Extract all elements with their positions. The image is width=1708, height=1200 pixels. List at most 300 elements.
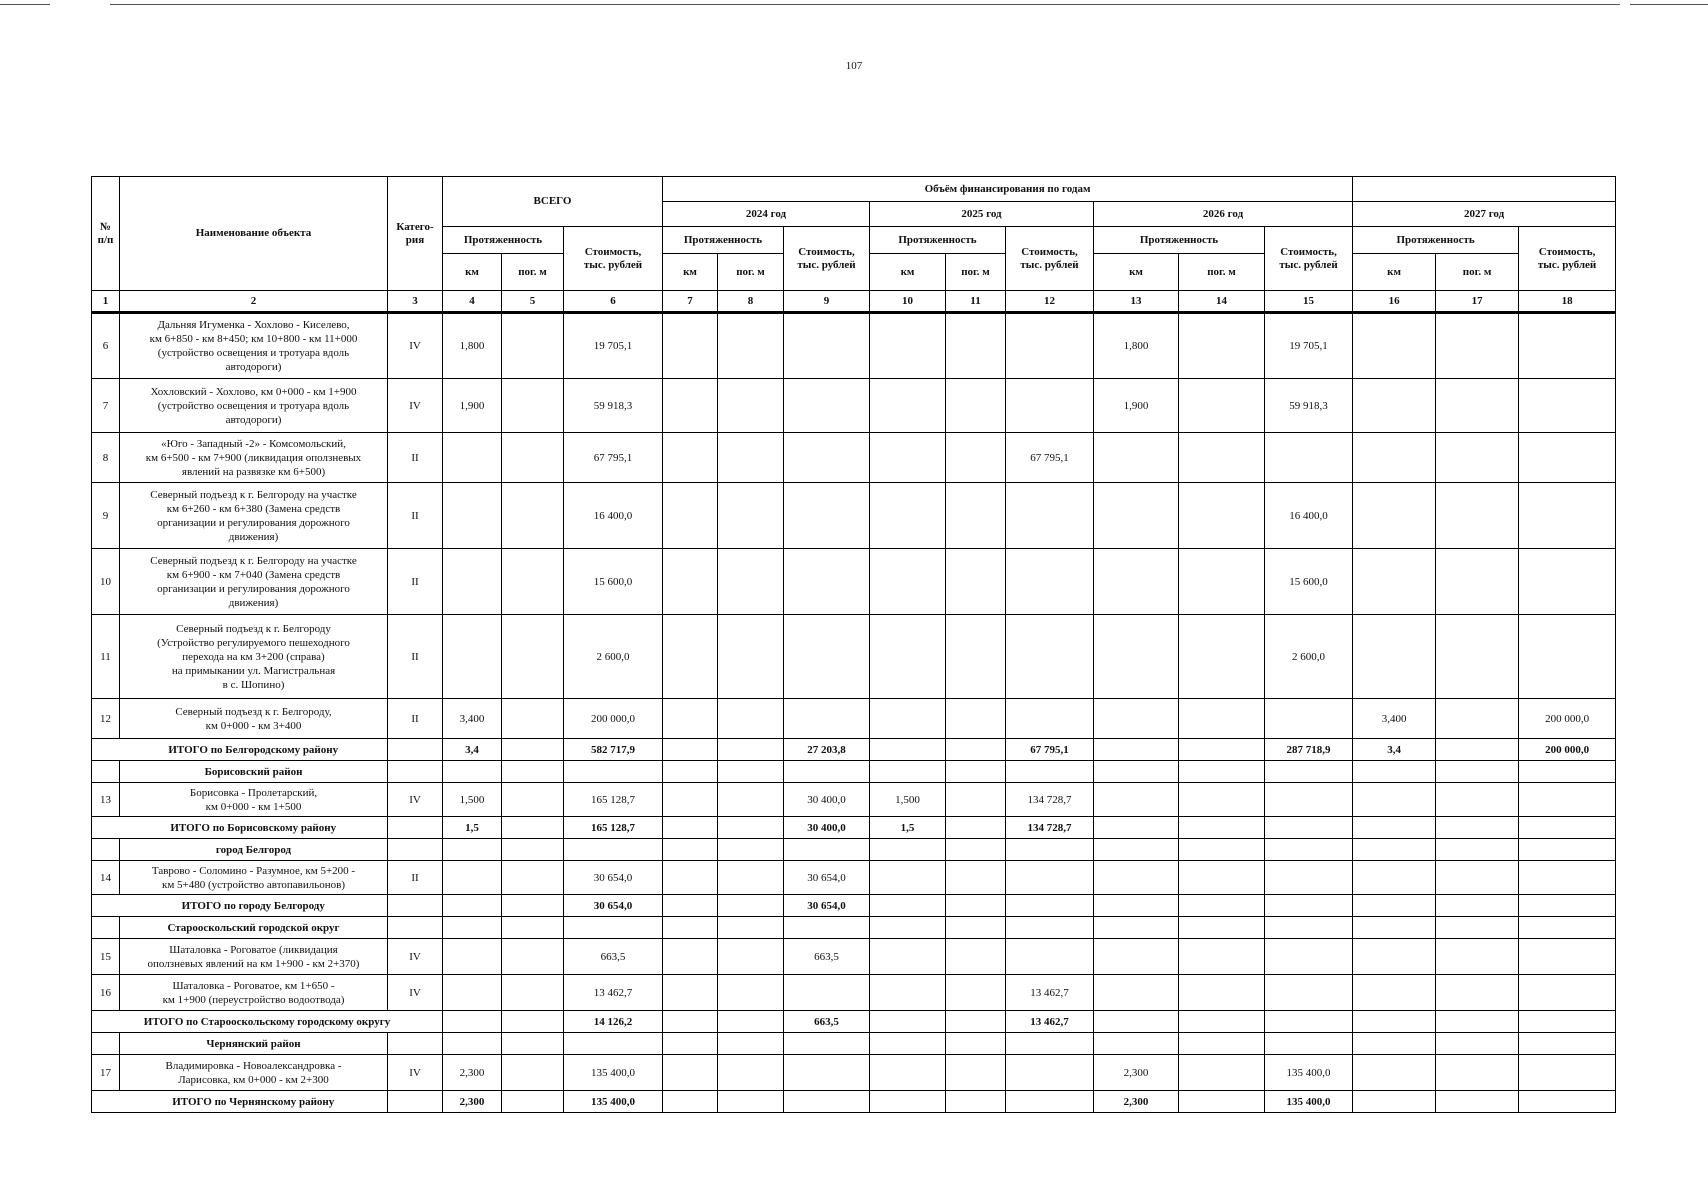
value-cell bbox=[1519, 379, 1616, 433]
empty-cell bbox=[870, 1033, 946, 1055]
total-value bbox=[1094, 895, 1179, 917]
total-value: 30 400,0 bbox=[784, 817, 870, 839]
total-value bbox=[946, 817, 1006, 839]
header-cost-total: Стоимость, тыс. рублей bbox=[564, 227, 663, 291]
value-cell bbox=[443, 483, 502, 549]
header-cost-2025: Стоимость, тыс. рублей bbox=[1006, 227, 1094, 291]
value-cell bbox=[1519, 783, 1616, 817]
empty-cell bbox=[564, 839, 663, 861]
header-km-2025: км bbox=[870, 254, 946, 291]
value-cell bbox=[663, 549, 718, 615]
column-number-11: 11 bbox=[946, 291, 1006, 313]
value-cell bbox=[1094, 433, 1179, 483]
value-cell bbox=[946, 1055, 1006, 1091]
value-cell bbox=[784, 549, 870, 615]
total-value bbox=[1436, 817, 1519, 839]
empty-cell bbox=[388, 917, 443, 939]
total-value: 3,4 bbox=[1353, 739, 1436, 761]
total-value: 135 400,0 bbox=[564, 1091, 663, 1113]
header-length-2027: Протяженность bbox=[1353, 227, 1519, 254]
header-category bbox=[388, 177, 443, 291]
value-cell bbox=[870, 615, 946, 699]
value-cell: 3,400 bbox=[1353, 699, 1436, 739]
value-cell: 13 462,7 bbox=[564, 975, 663, 1011]
header-cost-2024: Стоимость, тыс. рублей bbox=[784, 227, 870, 291]
value-cell bbox=[1353, 379, 1436, 433]
value-cell bbox=[1519, 433, 1616, 483]
total-value bbox=[870, 1091, 946, 1113]
empty-cell bbox=[784, 839, 870, 861]
value-cell bbox=[870, 379, 946, 433]
object-name: Хохловский - Хохлово, км 0+000 - км 1+900 (устройство освещения и тротуара вдоль автодороги) bbox=[120, 379, 388, 433]
total-value bbox=[718, 1091, 784, 1113]
total-value: 1,5 bbox=[443, 817, 502, 839]
empty-cell bbox=[718, 1033, 784, 1055]
total-value bbox=[946, 739, 1006, 761]
value-cell bbox=[718, 549, 784, 615]
total-value bbox=[1519, 895, 1616, 917]
value-cell: 30 400,0 bbox=[784, 783, 870, 817]
table-row bbox=[92, 483, 1616, 549]
column-number-8: 8 bbox=[718, 291, 784, 313]
value-cell bbox=[663, 861, 718, 895]
column-number-4: 4 bbox=[443, 291, 502, 313]
total-row bbox=[92, 1091, 1616, 1113]
value-cell bbox=[1179, 313, 1265, 379]
value-cell bbox=[663, 313, 718, 379]
value-cell: 663,5 bbox=[564, 939, 663, 975]
total-value: 134 728,7 bbox=[1006, 817, 1094, 839]
value-cell bbox=[443, 861, 502, 895]
value-cell bbox=[870, 975, 946, 1011]
value-cell bbox=[1436, 783, 1519, 817]
value-cell bbox=[1353, 433, 1436, 483]
section-row bbox=[92, 1033, 1616, 1055]
total-value bbox=[870, 895, 946, 917]
total-value: 27 203,8 bbox=[784, 739, 870, 761]
section-row bbox=[92, 839, 1616, 861]
value-cell bbox=[1519, 1055, 1616, 1091]
table-row bbox=[92, 939, 1616, 975]
category: IV bbox=[388, 1055, 443, 1091]
total-value bbox=[1436, 739, 1519, 761]
value-cell bbox=[946, 939, 1006, 975]
empty-cell bbox=[1094, 1033, 1179, 1055]
total-label: ИТОГО по городу Белгороду bbox=[120, 895, 388, 917]
value-cell: 135 400,0 bbox=[1265, 1055, 1353, 1091]
object-name: Дальняя Игуменка - Хохлово - Киселево, км 6+850 - км 8+450; км 10+800 - км 11+000 (устройство освещения и тротуара вдоль автодороги) bbox=[120, 313, 388, 379]
section-row bbox=[92, 917, 1616, 939]
value-cell: 1,900 bbox=[443, 379, 502, 433]
value-cell bbox=[1353, 549, 1436, 615]
header-blank bbox=[1353, 177, 1616, 202]
category: IV bbox=[388, 939, 443, 975]
header-length-total: Протяженность bbox=[443, 227, 564, 254]
value-cell bbox=[1094, 783, 1179, 817]
empty-cell bbox=[718, 761, 784, 783]
value-cell bbox=[1519, 975, 1616, 1011]
row-number bbox=[92, 817, 120, 839]
empty-cell bbox=[1519, 1033, 1616, 1055]
empty-cell bbox=[1265, 761, 1353, 783]
value-cell: 30 654,0 bbox=[784, 861, 870, 895]
total-value: 1,5 bbox=[870, 817, 946, 839]
total-value bbox=[502, 739, 564, 761]
empty-cell bbox=[502, 1033, 564, 1055]
total-value bbox=[1265, 817, 1353, 839]
row-number bbox=[92, 895, 120, 917]
empty-cell bbox=[663, 1033, 718, 1055]
top-edge-line-middle bbox=[110, 4, 1620, 5]
value-cell bbox=[946, 783, 1006, 817]
empty-cell bbox=[1094, 761, 1179, 783]
value-cell bbox=[502, 549, 564, 615]
value-cell: 663,5 bbox=[784, 939, 870, 975]
empty-cell bbox=[870, 917, 946, 939]
value-cell: 13 462,7 bbox=[1006, 975, 1094, 1011]
row-number bbox=[92, 1091, 120, 1113]
value-cell bbox=[870, 433, 946, 483]
value-cell bbox=[1436, 379, 1519, 433]
row-number bbox=[92, 739, 120, 761]
object-name: Владимировка - Новоалександровка - Ларисовка, км 0+000 - км 2+300 bbox=[120, 1055, 388, 1091]
value-cell bbox=[1179, 939, 1265, 975]
total-value bbox=[718, 895, 784, 917]
empty-cell bbox=[784, 1033, 870, 1055]
empty-cell bbox=[502, 917, 564, 939]
total-value bbox=[1519, 1091, 1616, 1113]
total-value bbox=[1436, 895, 1519, 917]
category: IV bbox=[388, 379, 443, 433]
column-number-3: 3 bbox=[388, 291, 443, 313]
empty-cell bbox=[1436, 1033, 1519, 1055]
value-cell bbox=[502, 483, 564, 549]
empty-cell bbox=[502, 761, 564, 783]
value-cell: 15 600,0 bbox=[1265, 549, 1353, 615]
header-cost-2027: Стоимость, тыс. рублей bbox=[1519, 227, 1616, 291]
value-cell: 165 128,7 bbox=[564, 783, 663, 817]
row-number bbox=[92, 761, 120, 783]
value-cell bbox=[663, 783, 718, 817]
value-cell bbox=[1519, 861, 1616, 895]
value-cell bbox=[1006, 699, 1094, 739]
value-cell: 67 795,1 bbox=[1006, 433, 1094, 483]
header-pog-m-total: пог. м bbox=[502, 254, 564, 291]
value-cell bbox=[870, 939, 946, 975]
total-value bbox=[663, 1011, 718, 1033]
header-financing-by-year: Объём финансирования по годам bbox=[663, 177, 1353, 202]
empty-cell bbox=[443, 1033, 502, 1055]
value-cell bbox=[1353, 483, 1436, 549]
column-number-13: 13 bbox=[1094, 291, 1179, 313]
value-cell: 1,900 bbox=[1094, 379, 1179, 433]
total-value bbox=[1179, 895, 1265, 917]
value-cell bbox=[870, 1055, 946, 1091]
total-row bbox=[92, 739, 1616, 761]
value-cell bbox=[1436, 975, 1519, 1011]
header-length-2025: Протяженность bbox=[870, 227, 1006, 254]
column-number-1: 1 bbox=[92, 291, 120, 313]
empty-cell bbox=[1179, 917, 1265, 939]
value-cell bbox=[718, 433, 784, 483]
table-row bbox=[92, 783, 1616, 817]
table-row bbox=[92, 975, 1616, 1011]
category: II bbox=[388, 549, 443, 615]
empty-cell bbox=[663, 761, 718, 783]
header-total: ВСЕГО bbox=[443, 177, 663, 227]
value-cell bbox=[443, 975, 502, 1011]
value-cell: 2 600,0 bbox=[564, 615, 663, 699]
header-km-total: км bbox=[443, 254, 502, 291]
value-cell bbox=[1519, 939, 1616, 975]
total-value bbox=[946, 1091, 1006, 1113]
value-cell: 134 728,7 bbox=[1006, 783, 1094, 817]
empty-cell bbox=[564, 761, 663, 783]
header-year-2024: 2024 год bbox=[663, 202, 870, 227]
total-value bbox=[502, 1011, 564, 1033]
category: II bbox=[388, 861, 443, 895]
total-value bbox=[1179, 817, 1265, 839]
row-number: 12 bbox=[92, 699, 120, 739]
total-value bbox=[663, 1091, 718, 1113]
total-value bbox=[502, 895, 564, 917]
total-value: 582 717,9 bbox=[564, 739, 663, 761]
value-cell bbox=[784, 433, 870, 483]
value-cell: 19 705,1 bbox=[564, 313, 663, 379]
header-pog-m-2026: пог. м bbox=[1179, 254, 1265, 291]
total-label: ИТОГО по Чернянскому району bbox=[120, 1091, 388, 1113]
empty-cell bbox=[1436, 761, 1519, 783]
empty-cell bbox=[946, 761, 1006, 783]
total-value: 2,300 bbox=[1094, 1091, 1179, 1113]
column-number-2: 2 bbox=[120, 291, 388, 313]
header-cost-2026: Стоимость, тыс. рублей bbox=[1265, 227, 1353, 291]
column-number-6: 6 bbox=[564, 291, 663, 313]
value-cell bbox=[718, 861, 784, 895]
value-cell bbox=[1353, 939, 1436, 975]
total-value bbox=[1519, 1011, 1616, 1033]
empty-cell bbox=[564, 917, 663, 939]
value-cell: 1,500 bbox=[443, 783, 502, 817]
value-cell bbox=[502, 313, 564, 379]
value-cell bbox=[1179, 783, 1265, 817]
total-value bbox=[502, 1091, 564, 1113]
value-cell bbox=[1179, 975, 1265, 1011]
value-cell bbox=[1436, 549, 1519, 615]
row-number: 15 bbox=[92, 939, 120, 975]
object-name: «Юго - Западный -2» - Комсомольский, км 6+500 - км 7+900 (ликвидация оползневых явлений на развязке км 6+500) bbox=[120, 433, 388, 483]
value-cell bbox=[1006, 939, 1094, 975]
value-cell: 59 918,3 bbox=[1265, 379, 1353, 433]
value-cell bbox=[1006, 1055, 1094, 1091]
header-length-2024: Протяженность bbox=[663, 227, 784, 254]
empty-cell bbox=[946, 917, 1006, 939]
value-cell bbox=[1179, 549, 1265, 615]
value-cell bbox=[1179, 1055, 1265, 1091]
row-number: 9 bbox=[92, 483, 120, 549]
total-value bbox=[1006, 1091, 1094, 1113]
value-cell bbox=[1519, 313, 1616, 379]
empty-cell bbox=[1353, 839, 1436, 861]
total-value bbox=[1265, 1011, 1353, 1033]
value-cell bbox=[1006, 313, 1094, 379]
value-cell bbox=[443, 549, 502, 615]
value-cell bbox=[718, 615, 784, 699]
empty-cell bbox=[388, 1033, 443, 1055]
value-cell bbox=[1006, 379, 1094, 433]
empty-cell bbox=[1006, 917, 1094, 939]
value-cell bbox=[1179, 379, 1265, 433]
total-value bbox=[718, 1011, 784, 1033]
value-cell bbox=[784, 975, 870, 1011]
total-value bbox=[1436, 1011, 1519, 1033]
value-cell bbox=[946, 699, 1006, 739]
total-value bbox=[443, 1011, 502, 1033]
column-number-12: 12 bbox=[1006, 291, 1094, 313]
total-value bbox=[1094, 739, 1179, 761]
category: II bbox=[388, 615, 443, 699]
value-cell bbox=[946, 549, 1006, 615]
value-cell bbox=[1094, 615, 1179, 699]
value-cell: 3,400 bbox=[443, 699, 502, 739]
column-number-5: 5 bbox=[502, 291, 564, 313]
value-cell bbox=[1436, 939, 1519, 975]
row-number: 14 bbox=[92, 861, 120, 895]
value-cell bbox=[784, 615, 870, 699]
table-row bbox=[92, 861, 1616, 895]
object-name: Шаталовка - Роговатое (ликвидация оползневых явлений на км 1+900 - км 2+370) bbox=[120, 939, 388, 975]
total-value bbox=[718, 739, 784, 761]
value-cell bbox=[1353, 313, 1436, 379]
total-value: 13 462,7 bbox=[1006, 1011, 1094, 1033]
total-value: 3,4 bbox=[443, 739, 502, 761]
empty-cell bbox=[443, 761, 502, 783]
value-cell bbox=[946, 975, 1006, 1011]
total-value bbox=[946, 895, 1006, 917]
value-cell bbox=[502, 699, 564, 739]
header-number bbox=[92, 177, 120, 291]
value-cell: 59 918,3 bbox=[564, 379, 663, 433]
value-cell bbox=[870, 313, 946, 379]
empty-cell bbox=[1353, 1033, 1436, 1055]
total-value bbox=[1519, 817, 1616, 839]
value-cell bbox=[1265, 975, 1353, 1011]
category bbox=[388, 1091, 443, 1113]
total-label: ИТОГО по Белгородскому району bbox=[120, 739, 388, 761]
value-cell bbox=[946, 313, 1006, 379]
value-cell bbox=[1519, 483, 1616, 549]
value-cell bbox=[1006, 861, 1094, 895]
value-cell: 2,300 bbox=[443, 1055, 502, 1091]
column-number-16: 16 bbox=[1353, 291, 1436, 313]
value-cell: 19 705,1 bbox=[1265, 313, 1353, 379]
empty-cell bbox=[1006, 761, 1094, 783]
header-year-2026: 2026 год bbox=[1094, 202, 1353, 227]
value-cell bbox=[1265, 699, 1353, 739]
total-value: 67 795,1 bbox=[1006, 739, 1094, 761]
value-cell bbox=[1353, 975, 1436, 1011]
value-cell bbox=[1353, 615, 1436, 699]
header-pog-m-2024: пог. м bbox=[718, 254, 784, 291]
empty-cell bbox=[1519, 761, 1616, 783]
empty-cell bbox=[1094, 839, 1179, 861]
table-row bbox=[92, 549, 1616, 615]
value-cell bbox=[663, 699, 718, 739]
table-row bbox=[92, 1055, 1616, 1091]
empty-cell bbox=[502, 839, 564, 861]
empty-cell bbox=[946, 1033, 1006, 1055]
table-row bbox=[92, 379, 1616, 433]
value-cell bbox=[784, 483, 870, 549]
value-cell bbox=[663, 433, 718, 483]
value-cell bbox=[1353, 861, 1436, 895]
value-cell bbox=[1179, 615, 1265, 699]
total-value bbox=[663, 739, 718, 761]
empty-cell bbox=[1353, 761, 1436, 783]
value-cell bbox=[946, 861, 1006, 895]
value-cell bbox=[718, 939, 784, 975]
total-value: 30 654,0 bbox=[564, 895, 663, 917]
column-number-17: 17 bbox=[1436, 291, 1519, 313]
row-number bbox=[92, 1033, 120, 1055]
empty-cell bbox=[1094, 917, 1179, 939]
column-number-14: 14 bbox=[1179, 291, 1265, 313]
total-value: 200 000,0 bbox=[1519, 739, 1616, 761]
value-cell bbox=[946, 433, 1006, 483]
total-row bbox=[92, 895, 1616, 917]
row-number: 17 bbox=[92, 1055, 120, 1091]
value-cell bbox=[663, 1055, 718, 1091]
value-cell bbox=[1179, 861, 1265, 895]
value-cell bbox=[1094, 939, 1179, 975]
object-name: Северный подъезд к г. Белгороду на участке км 6+260 - км 6+380 (Замена средств организации и регулирования дорожного движения) bbox=[120, 483, 388, 549]
value-cell bbox=[502, 783, 564, 817]
value-cell bbox=[946, 379, 1006, 433]
total-value bbox=[1094, 817, 1179, 839]
empty-cell bbox=[1179, 761, 1265, 783]
total-value bbox=[870, 739, 946, 761]
empty-cell bbox=[1265, 839, 1353, 861]
column-number-15: 15 bbox=[1265, 291, 1353, 313]
value-cell: 30 654,0 bbox=[564, 861, 663, 895]
section-label: город Белгород bbox=[120, 839, 388, 861]
table-row bbox=[92, 313, 1616, 379]
value-cell bbox=[1265, 783, 1353, 817]
value-cell bbox=[1265, 939, 1353, 975]
value-cell: 1,800 bbox=[443, 313, 502, 379]
value-cell: 67 795,1 bbox=[564, 433, 663, 483]
empty-cell bbox=[784, 761, 870, 783]
value-cell bbox=[1265, 861, 1353, 895]
value-cell bbox=[718, 975, 784, 1011]
value-cell bbox=[718, 1055, 784, 1091]
total-value bbox=[946, 1011, 1006, 1033]
empty-cell bbox=[663, 917, 718, 939]
empty-cell bbox=[1265, 1033, 1353, 1055]
value-cell bbox=[1094, 861, 1179, 895]
category bbox=[388, 739, 443, 761]
financing-table bbox=[91, 176, 1616, 1113]
value-cell: 135 400,0 bbox=[564, 1055, 663, 1091]
empty-cell bbox=[1519, 839, 1616, 861]
object-name: Шаталовка - Роговатое, км 1+650 - км 1+900 (переустройство водоотвода) bbox=[120, 975, 388, 1011]
value-cell bbox=[946, 615, 1006, 699]
header-km-2026: км bbox=[1094, 254, 1179, 291]
value-cell bbox=[718, 313, 784, 379]
header-km-2024: км bbox=[663, 254, 718, 291]
section-row bbox=[92, 761, 1616, 783]
value-cell bbox=[784, 1055, 870, 1091]
